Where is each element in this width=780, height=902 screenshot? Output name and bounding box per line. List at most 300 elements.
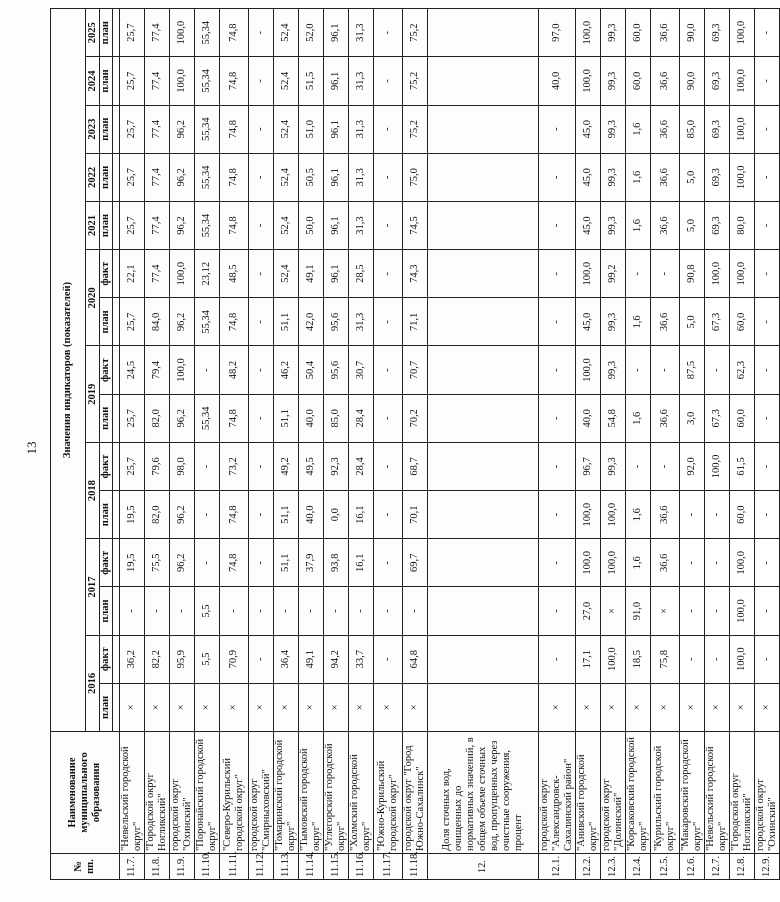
value-cell: - [349,587,374,635]
value-cell: 19,5 [120,491,145,539]
value-cell: 95,9 [170,635,195,683]
value-cell: - [324,587,349,635]
value-cell: 49,1 [299,250,324,298]
table-row [145,9,170,880]
value-cell: - [249,587,274,635]
value-cell: 51,1 [274,298,299,346]
value-cell: 90,8 [680,250,705,298]
value-cell: 16,1 [349,491,374,539]
value-cell: 99,3 [601,442,626,490]
value-cell: 40,0 [576,394,601,442]
municipality-name: "Анивский городской округ" [576,732,601,854]
value-cell: 22,1 [120,250,145,298]
value-cell: 75,5 [145,539,170,587]
value-cell: 31,3 [349,57,374,105]
value-cell: 37,9 [299,539,324,587]
value-cell: 1,6 [626,105,651,153]
plan-header: план [100,153,113,201]
value-cell: 90,0 [680,9,705,57]
value-cell: 1,6 [626,394,651,442]
value-cell: 19,5 [120,539,145,587]
value-cell: 54,8 [601,394,626,442]
row-number: 12. [428,854,539,880]
value-cell: 75,2 [403,105,428,153]
value-cell: 100,0 [170,57,195,105]
value-cell: - [374,587,403,635]
value-cell: - [249,201,274,249]
row-number: 11.12. [249,854,274,880]
row-number: 12.5. [651,854,680,880]
value-cell: × [705,683,730,731]
value-cell: - [539,201,576,249]
year-header: 2018 [86,442,100,538]
value-cell: 96,2 [170,491,195,539]
value-cell: 46,2 [274,346,299,394]
value-cell: - [755,57,780,105]
value-cell: 52,4 [274,201,299,249]
value-cell: 82,2 [145,635,170,683]
value-cell: 100,0 [170,9,195,57]
fact-header: факт [100,539,113,587]
municipality-name: "Холмский городской округ" [349,732,374,854]
value-cell: × [576,683,601,731]
value-cell: 96,1 [324,201,349,249]
value-cell: 82,0 [145,491,170,539]
value-cell: × [195,683,220,731]
plan-header: план [100,491,113,539]
values-header: Значения индикаторов (показателей) [51,9,86,732]
value-cell: 69,3 [705,105,730,153]
value-cell: 100,0 [576,250,601,298]
value-cell: 96,2 [170,153,195,201]
value-cell: - [755,491,780,539]
municipality-name: городской округ "Охинский" [170,732,195,854]
value-cell: - [705,539,730,587]
value-cell: 96,1 [324,105,349,153]
value-cell: 40,0 [299,491,324,539]
value-cell: 96,2 [170,539,195,587]
value-cell: 100,0 [601,635,626,683]
value-cell: - [539,491,576,539]
value-cell: 5,0 [680,298,705,346]
value-cell: 36,6 [651,394,680,442]
value-cell: - [626,442,651,490]
value-cell: 18,5 [626,635,651,683]
value-cell [428,587,539,635]
value-cell: × [170,683,195,731]
row-number: 11.9. [170,854,195,880]
year-header: 2025 [86,9,100,57]
value-cell: 25,7 [120,153,145,201]
value-cell: 77,4 [145,105,170,153]
year-header: 2020 [86,250,100,346]
value-cell: - [680,539,705,587]
table-row [403,9,428,880]
value-cell: 5,0 [680,153,705,201]
value-cell: - [249,442,274,490]
value-cell: 74,3 [403,250,428,298]
value-cell: 75,8 [651,635,680,683]
value-cell: 36,6 [651,105,680,153]
table-row [195,9,220,880]
value-cell: 77,4 [145,250,170,298]
value-cell: 60,0 [730,491,755,539]
value-cell: 31,3 [349,153,374,201]
value-cell: 49,1 [299,635,324,683]
municipality-name: "Корсаковский городской округ" [626,732,651,854]
value-cell: - [249,491,274,539]
value-cell: - [249,635,274,683]
value-cell: - [249,9,274,57]
value-cell: × [730,683,755,731]
value-cell: - [755,298,780,346]
value-cell: 100,0 [601,491,626,539]
value-cell: 3,0 [680,394,705,442]
value-cell: - [249,298,274,346]
plan-header: план [100,105,113,153]
value-cell: 48,2 [220,346,249,394]
value-cell: 96,2 [170,394,195,442]
value-cell: - [755,201,780,249]
municipality-name: "Томаринский городской округ" [274,732,299,854]
value-cell: 96,2 [170,298,195,346]
value-cell: 25,7 [120,298,145,346]
value-cell: 68,7 [403,442,428,490]
plan-header: план [100,298,113,346]
value-cell: 99,3 [601,298,626,346]
value-cell: 100,0 [730,105,755,153]
value-cell: 25,7 [120,105,145,153]
value-cell: 74,8 [220,153,249,201]
value-cell: - [249,250,274,298]
value-cell: 69,3 [705,153,730,201]
value-cell: 52,4 [274,57,299,105]
value-cell: 96,1 [324,9,349,57]
value-cell: 100,0 [730,153,755,201]
value-cell: 24,5 [120,346,145,394]
value-cell: 45,0 [576,153,601,201]
plan-header: план [100,587,113,635]
value-cell: 31,3 [349,298,374,346]
value-cell: - [680,635,705,683]
value-cell: 98,0 [170,442,195,490]
value-cell: 40,0 [539,57,576,105]
value-cell: 70,9 [220,635,249,683]
value-cell: - [374,346,403,394]
value-cell: 49,2 [274,442,299,490]
value-cell: - [705,491,730,539]
value-cell: 99,3 [601,105,626,153]
value-cell: - [755,9,780,57]
year-header: 2016 [86,635,100,731]
value-cell: 85,0 [324,394,349,442]
value-cell: - [755,442,780,490]
value-cell: 69,3 [705,9,730,57]
value-cell: 100,0 [170,250,195,298]
value-cell: - [755,539,780,587]
value-cell: 100,0 [170,346,195,394]
fact-header: факт [100,635,113,683]
value-cell: 42,0 [299,298,324,346]
value-cell: - [374,153,403,201]
value-cell: 55,34 [195,9,220,57]
value-cell: × [651,683,680,731]
value-cell: 40,0 [299,394,324,442]
value-cell: 49,5 [299,442,324,490]
municipality-name: городской округ "Охинский" [755,732,780,854]
value-cell: - [249,57,274,105]
value-cell: 90,0 [680,57,705,105]
value-cell: × [145,683,170,731]
value-cell: 36,6 [651,298,680,346]
value-cell: 55,34 [195,153,220,201]
row-number: 11.14. [299,854,324,880]
year-header: 2021 [86,201,100,249]
value-cell: 52,4 [274,153,299,201]
value-cell: - [539,298,576,346]
table-row [576,9,601,880]
value-cell: 100,0 [730,539,755,587]
value-cell: - [539,346,576,394]
value-cell: 51,1 [274,539,299,587]
value-cell: 36,4 [274,635,299,683]
value-cell: 77,4 [145,201,170,249]
value-cell: 16,1 [349,539,374,587]
value-cell: 74,8 [220,298,249,346]
value-cell: 50,5 [299,153,324,201]
plan-header: план [100,201,113,249]
value-cell: - [755,346,780,394]
value-cell: 1,6 [626,201,651,249]
municipality-name: "Южно-Курильский городской округ" [374,732,403,854]
value-cell: - [195,442,220,490]
value-cell: - [755,250,780,298]
row-number: 11.18. [403,854,428,880]
rotated-table-container [50,8,778,880]
value-cell: 84,0 [145,298,170,346]
value-cell: 82,0 [145,394,170,442]
value-cell: 55,34 [195,105,220,153]
value-cell: 74,8 [220,57,249,105]
value-cell: - [680,491,705,539]
year-header: 2022 [86,153,100,201]
indicators-table [50,8,780,880]
name-header: Наименование муниципального образования [51,732,120,854]
value-cell: 80,0 [730,201,755,249]
value-cell: 73,2 [220,442,249,490]
value-cell: - [651,346,680,394]
fact-header: факт [100,442,113,490]
value-cell: - [374,9,403,57]
value-cell: - [539,635,576,683]
value-cell: - [539,250,576,298]
value-cell: 69,7 [403,539,428,587]
value-cell: - [374,491,403,539]
value-cell: 31,3 [349,105,374,153]
value-cell: - [705,587,730,635]
value-cell [428,442,539,490]
page-number: 13 [24,441,39,455]
value-cell: 74,8 [220,105,249,153]
value-cell: 1,6 [626,153,651,201]
value-cell: - [755,153,780,201]
row-number: 11.16. [349,854,374,880]
value-cell: - [626,346,651,394]
value-cell: 28,4 [349,442,374,490]
value-cell: - [374,539,403,587]
value-cell: 74,8 [220,9,249,57]
year-header: 2024 [86,57,100,105]
value-cell: × [299,683,324,731]
municipality-name: "Невельский городской округ" [120,732,145,854]
value-cell [428,683,539,731]
table-row [705,9,730,880]
value-cell: - [403,587,428,635]
value-cell: 74,8 [220,394,249,442]
value-cell: 25,7 [120,394,145,442]
table-row [428,9,539,880]
value-cell: 69,3 [705,57,730,105]
table-row [249,9,274,880]
value-cell: - [195,346,220,394]
value-cell: 27,0 [576,587,601,635]
value-cell: 77,4 [145,153,170,201]
table-row [374,9,403,880]
municipality-name: "Тымовский городской округ" [299,732,324,854]
value-cell: 100,0 [576,57,601,105]
value-cell: 74,5 [403,201,428,249]
value-cell: 77,4 [145,9,170,57]
value-cell: - [755,635,780,683]
value-cell: × [324,683,349,731]
municipality-name: "Городской округ Ногликский" [145,732,170,854]
row-number: 12.9. [755,854,780,880]
value-cell: 45,0 [576,105,601,153]
value-cell: 75,2 [403,57,428,105]
value-cell: 52,0 [299,9,324,57]
value-cell: 99,3 [601,201,626,249]
value-cell: 36,6 [651,153,680,201]
value-cell: 51,5 [299,57,324,105]
value-cell: 74,8 [220,539,249,587]
value-cell: 87,5 [680,346,705,394]
value-cell: 79,4 [145,346,170,394]
table-row [755,9,780,880]
value-cell: × [626,683,651,731]
value-cell: 55,34 [195,201,220,249]
value-cell: 100,0 [576,9,601,57]
row-number: 12.2. [576,854,601,880]
value-cell: 23,12 [195,250,220,298]
value-cell: 5,5 [195,587,220,635]
value-cell: - [539,587,576,635]
value-cell: 95,6 [324,298,349,346]
plan-header: план [100,394,113,442]
table-row [170,9,195,880]
value-cell: 96,1 [324,250,349,298]
value-cell: × [651,587,680,635]
row-number: 12.1. [539,854,576,880]
value-cell: 36,6 [651,201,680,249]
value-cell: 64,8 [403,635,428,683]
value-cell: - [249,346,274,394]
year-header: 2017 [86,539,100,635]
value-cell: 79,6 [145,442,170,490]
fact-header: факт [100,346,113,394]
value-cell: - [374,298,403,346]
value-cell: 97,0 [539,9,576,57]
value-cell: 5,5 [195,635,220,683]
value-cell: - [539,153,576,201]
value-cell: 70,2 [403,394,428,442]
value-cell: - [249,394,274,442]
value-cell: 48,5 [220,250,249,298]
municipality-name: городской округ "Долинский" [601,732,626,854]
table-row [349,9,374,880]
table-row [651,9,680,880]
table-row [730,9,755,880]
row-number: 11.7. [120,854,145,880]
value-cell: - [220,587,249,635]
value-cell: × [220,683,249,731]
table-row [120,9,145,880]
value-cell: 55,34 [195,57,220,105]
value-cell: 100,0 [730,587,755,635]
table-row [299,9,324,880]
value-cell: × [403,683,428,731]
value-cell: 28,5 [349,250,374,298]
value-cell: × [120,683,145,731]
value-cell: 96,2 [170,201,195,249]
value-cell: - [170,587,195,635]
value-cell: × [374,683,403,731]
value-cell [428,635,539,683]
value-cell: 85,0 [680,105,705,153]
value-cell: - [249,153,274,201]
value-cell: - [651,442,680,490]
row-number: 12.4. [626,854,651,880]
value-cell: 71,1 [403,298,428,346]
value-cell: 36,6 [651,9,680,57]
value-cell: 99,3 [601,57,626,105]
value-cell [428,250,539,298]
value-cell: - [755,105,780,153]
value-cell [428,9,539,57]
value-cell: - [755,394,780,442]
row-number: 12.7. [705,854,730,880]
value-cell: - [374,394,403,442]
value-cell: 99,3 [601,9,626,57]
value-cell: 30,7 [349,346,374,394]
value-cell: - [195,491,220,539]
row-number: 11.8. [145,854,170,880]
plan-header: план [100,9,113,57]
value-cell: 75,2 [403,9,428,57]
table-row [680,9,705,880]
municipality-name: городской округ "Александровск-Сахалинский район" [539,732,576,854]
value-cell: 99,2 [601,250,626,298]
value-cell: 69,3 [705,201,730,249]
table-row [220,9,249,880]
value-cell: 5,0 [680,201,705,249]
value-cell: 60,0 [626,9,651,57]
value-cell: 0,0 [324,491,349,539]
value-cell: × [680,683,705,731]
value-cell: 94,2 [324,635,349,683]
value-cell: × [755,683,780,731]
value-cell: 62,3 [730,346,755,394]
table-row [274,9,299,880]
